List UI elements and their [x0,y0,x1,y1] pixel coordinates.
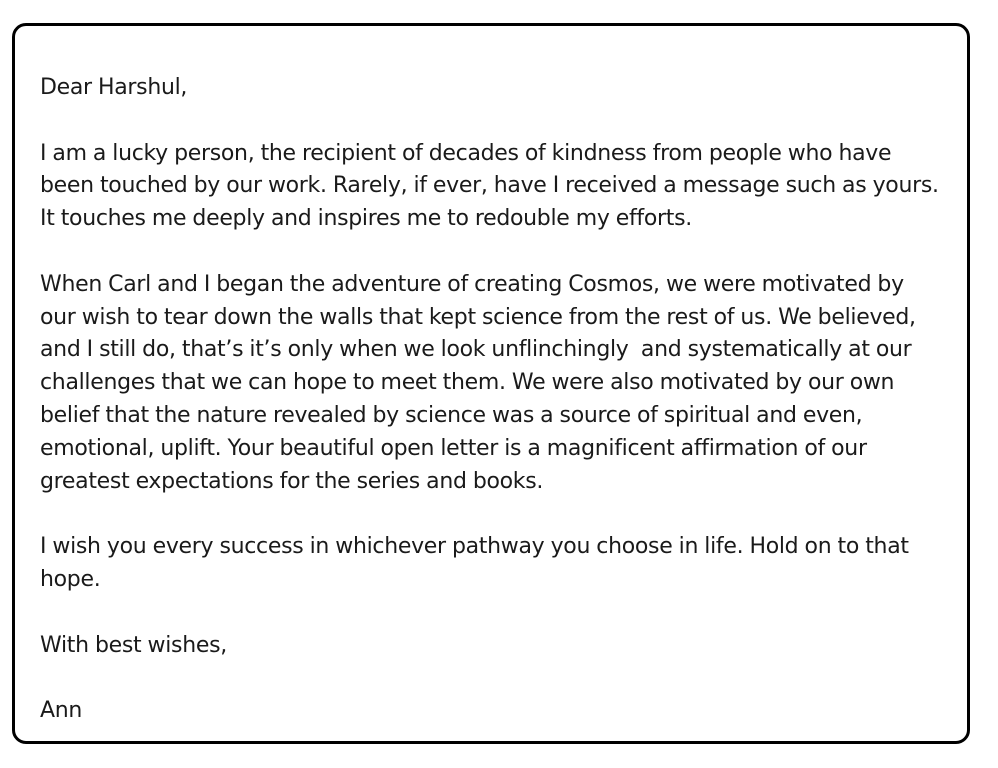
paragraph-cosmos: When Carl and I began the adventure of creating Cosmos, we were motivated by our wish to tear down the walls that kept science from the rest of us. We believed, and I still do, that’s it’s only when we look unflinchingly and systematically at our challenges that we can hope to meet them. We were also motivated by our own belief that the nature revealed by science was a source of spiritual and even, emotional, uplift. Your beautiful open letter is a magnificent affirmation of our greatest expectations for the series and books. [40,271,916,494]
signature: Ann [40,698,83,724]
closing: With best wishes, [40,632,227,658]
paragraph-wishes: I wish you every success in whichever pathway you choose in life. Hold on to that hope. [40,534,909,592]
salutation: Dear Harshul, [40,75,188,100]
paragraph-gratitude: I am a lucky person, the recipient of decades of kindness from people who have been touched by our work. Rarely, if ever, have I received a message such as yours. It touches me deeply and inspires me to redouble my efforts. [40,140,939,232]
letter-body [40,72,960,728]
